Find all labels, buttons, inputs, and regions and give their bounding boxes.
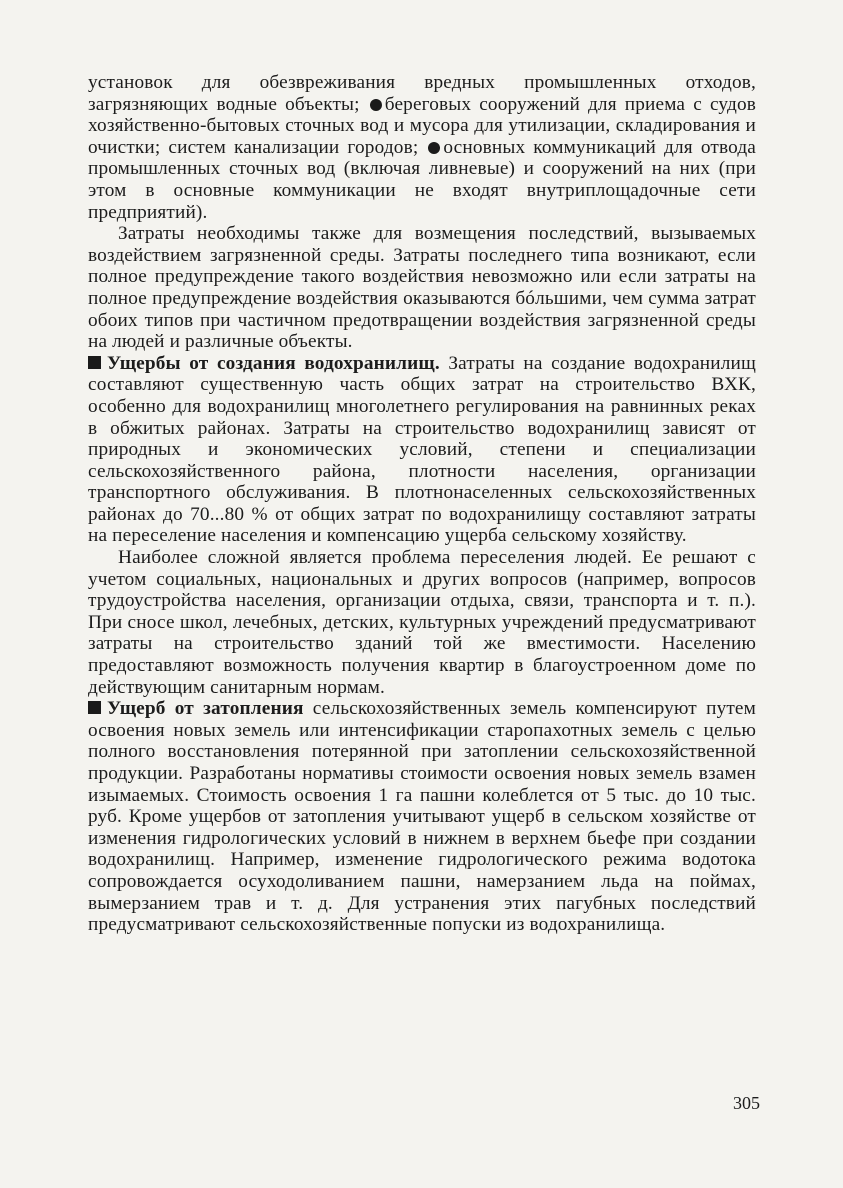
bullet-dot-icon	[370, 99, 382, 111]
page-number: 305	[733, 1093, 760, 1113]
paragraph-text: береговых сооружений для приема с судов хозяйственно-бытовых сточных вод и мусора для утилизации, складирования и очистки; систем канализации городов;	[88, 93, 756, 158]
section-reservoir-damages	[88, 353, 756, 547]
paragraph-damages-costs: Затраты необходимы также для возмещения последствий, вызываемых воздействием загрязненной среды. Затраты последнего типа возникают, если полное предупреждение такого воздействия невозможно или если затраты на полное предупреждение воздействия оказываются бóльшими, чем сумма затрат обоих типов при частичном предотвращении воздействия загрязненной среды на людей и различные объекты.	[88, 223, 756, 353]
square-bullet-icon	[88, 356, 101, 369]
section-heading: Ущербы от создания водохранилищ.	[107, 352, 440, 374]
paragraph-text: сельскохозяйственных земель компенсируют путем освоения новых земель или интенсификации старопахотных земель с целью полного восстановления потерянной при затоплении сельскохозяйственной продукции. Разработаны нормативы стоимости освоения новых земель взамен изымаемых. Стоимость освоения 1 га пашни колеблется от 5 тыс. до 10 тыс. руб. Кроме ущербов от затопления учитывают ущерб в сельском хозяйстве от изменения гидрологических условий в нижнем в верхнем бьефе при создании водохранилищ. Например, изменение гидрологического режима водотока сопровождается осуходоливанием пашни, намерзанием льда на поймах, вымерзанием трав и т. д. Для устранения этих пагубных последствий предусматривают сельскохозяйственные попуски из водохранилища.	[88, 698, 756, 936]
bullet-dot-icon	[428, 142, 440, 154]
square-bullet-icon	[88, 701, 101, 714]
section-flooding-damage	[88, 698, 756, 936]
paragraph-text: установок для обезвреживания вредных промышленных отходов, загрязняющих водные объекты;	[88, 72, 756, 115]
paragraph-resettlement: Наиболее сложной является проблема переселения людей. Ее решают с учетом социальных, национальных и других вопросов (например, вопросов трудоустройства населения, организации отдыха, связи, транспорта и т. п.). При сносе школ, лечебных, детских, культурных учреждений предусматривают затраты на строительство зданий той же вместимости. Населению предоставляют возможность получения квартир в благоустроенном доме по действующим санитарным нормам.	[88, 547, 756, 698]
section-heading: Ущерб от затопления	[107, 698, 304, 720]
paragraph-text: основных коммуникаций для отвода промышленных сточных вод (включая ливневые) и сооружений на них (при этом в основные коммуникации не входят внутриплощадочные сети предприятий).	[88, 136, 756, 223]
paragraph-text: Затраты на создание водохранилищ составляют существенную часть общих затрат на строительство ВХК, особенно для водохранилищ многолетнего регулирования на равнинных реках в обжитых районах. Затраты на строительство водохранилищ зависят от природных и экономических условий, степени и специализации сельскохозяйственного района, плотности населения, организации транспортного обслуживания. В плотнонаселенных сельскохозяйственных районах до 70...80 % от общих затрат по водохранилищу составляют затраты на переселение населения и компенсацию ущерба сельскому хозяйству.	[88, 352, 756, 547]
page-body	[88, 72, 756, 936]
paragraph-list-continuation	[88, 72, 756, 223]
